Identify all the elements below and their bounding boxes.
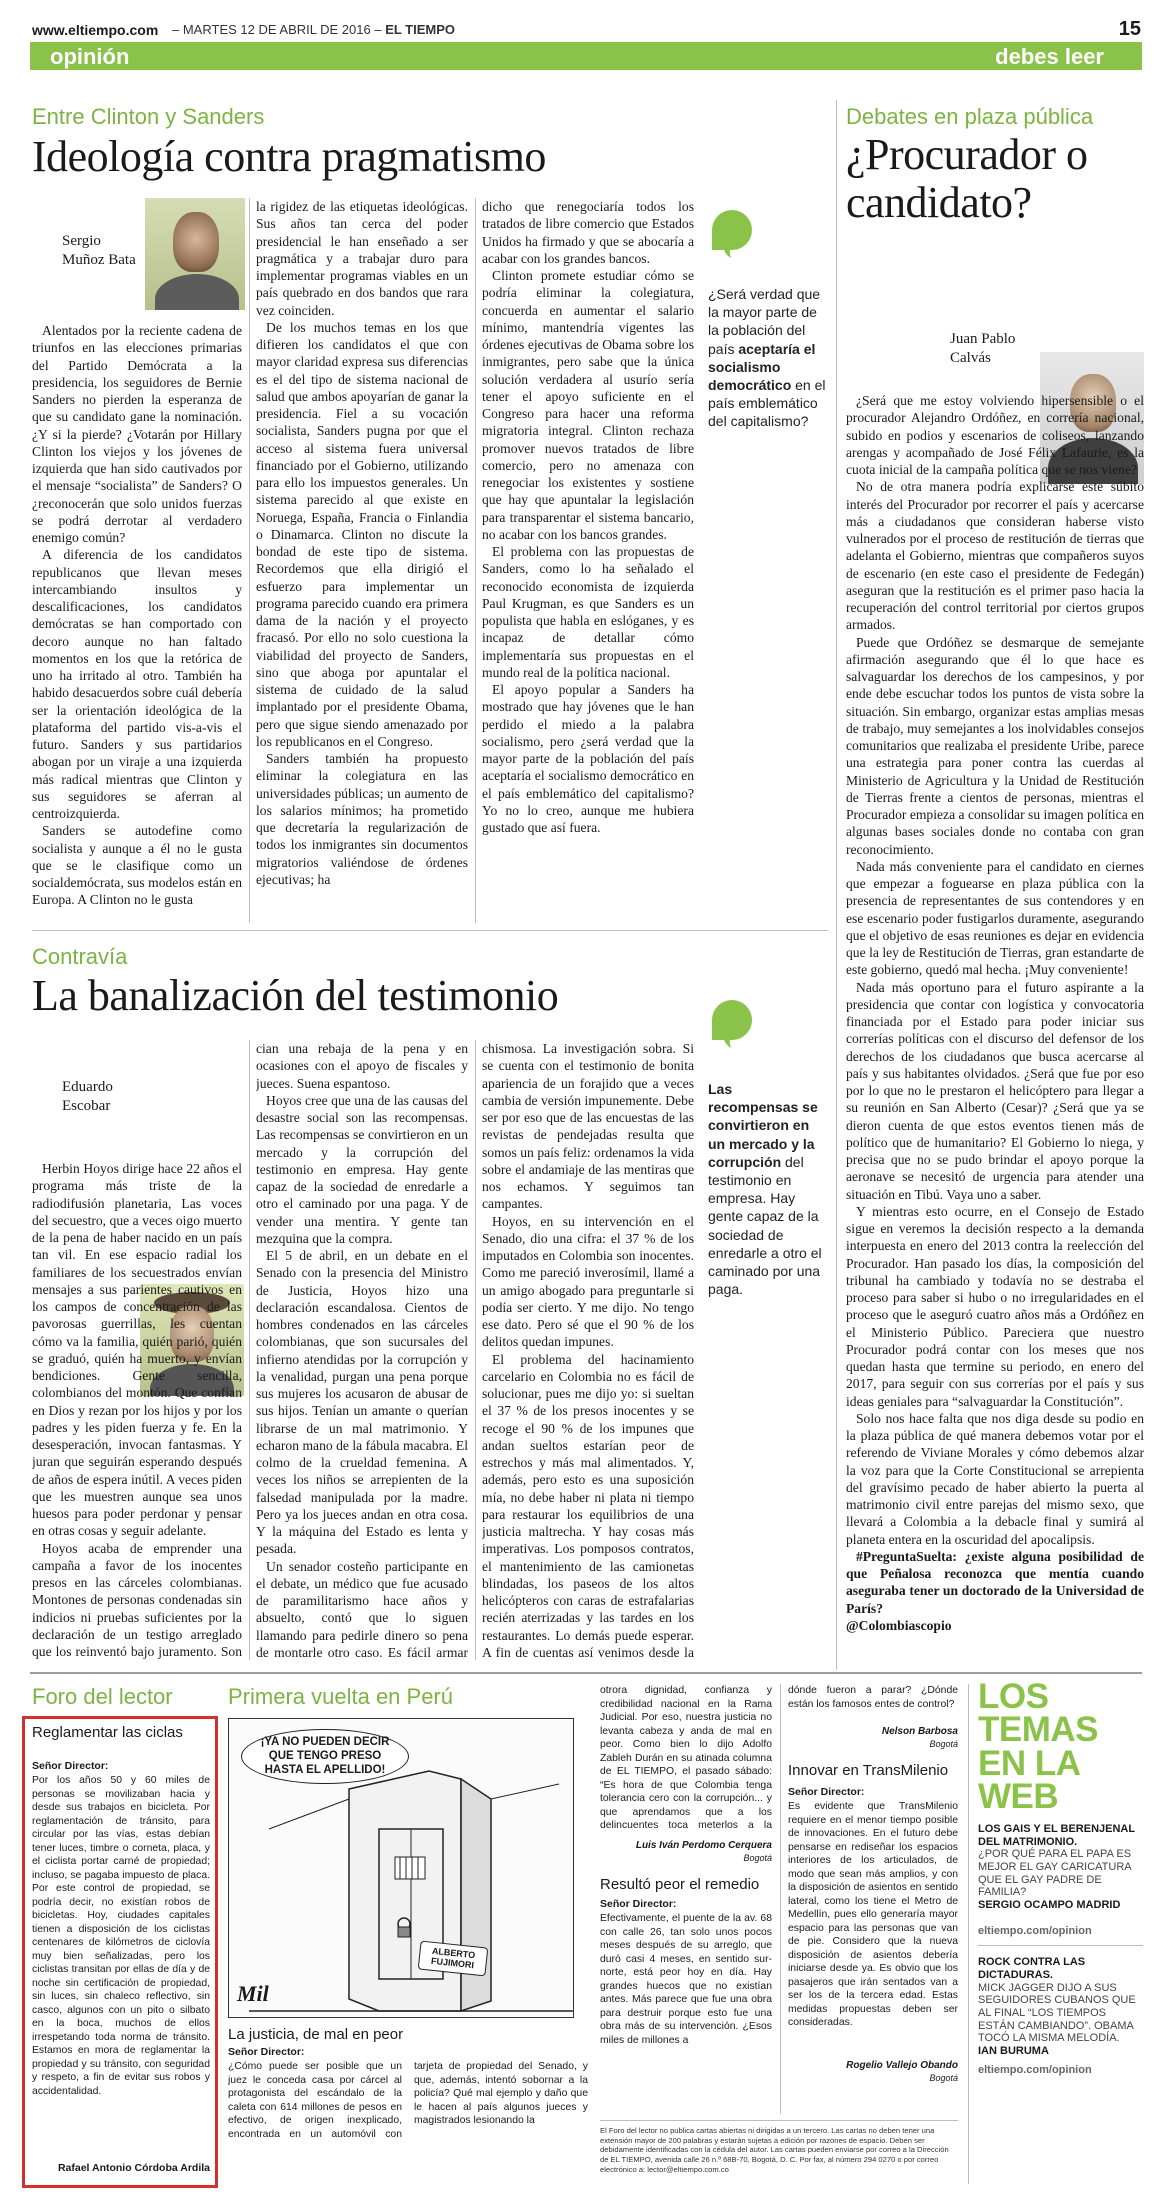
letter5-text (788, 1684, 958, 1720)
paragraph: Sanders también ha propuesto eliminar la colegiatura en las universidades públicas; un aumento de los salarios mínimos; ha prometido que decretaría la regularización de todos los inmigrantes sin documentos migratorios valiéndose de órdenes ejecutivas; ha (256, 751, 468, 887)
pullquote-bold: aceptaría el socialismo democrático (708, 340, 816, 393)
paragraph: Hoyos acaba de emprender una campaña a favor de los inocentes presos en las cárceles colombianas. Montones de personas condenadas sin indicios ni pruebas suficientes por la declaración de un testigo arreglado que los reinventó bajo juramento. Son (32, 1540, 242, 1659)
letter1-signature: Rafael Antonio Córdoba Ardila (57, 2162, 210, 2174)
article1-col1 (32, 322, 242, 927)
article3-pullquote (708, 1080, 826, 1298)
paragraph: Herbin Hoyos dirige hace 22 años el programa más triste de la radiodifusión planetaria, Las voces del secuestro, que a veces oigo muerto de la pena de haber nacido en un país tan vil. En ese espacio radial los familiares de los secuestrados envían mensajes a sus parientes cautivos en los campos de concentración de las pavorosas guerrillas, les cuentan cómo va la familia, quién parió, quién se graduó, quién ha muerto, y envían bendiciones. Gente sencilla, colombianos del montón. Que confían en Dios y rezan por los hijos y por los padres y les piden fuerza y fe. En la desesperación, invocan fantasmas. Y juran que seguirán esperando después de años de espera inútil. A veces piden que les muestren aunque sea unos huesos para poder perdonar y pensar en otras cosas y seguir adelante. (32, 1161, 242, 1539)
letter3-signature: Luis Iván Perdomo Cerquera (635, 1840, 772, 1851)
cartoon-signature: Mil (237, 1981, 269, 2006)
quote-mark-icon (712, 1000, 752, 1040)
cartoon-speech-bubble: ¡YA NO PUEDEN DECIR QUE TENGO PRESO HASTA EL APELLIDO! (241, 1729, 409, 1784)
paragraph: El apoyo popular a Sanders ha mostrado que hay jóvenes que le han perdido el miedo a la palabra socialismo, pero ¿será verdad que la mayor parte de la población del país aceptaría el socialismo democrático en el país emblemático del capitalismo? Yo no lo creo, aunque me hubiera gustado que así fuera. (482, 682, 694, 835)
letter3-text (600, 1684, 772, 1834)
paragraph: El 5 de abril, en un debate en el Senado con la presencia del Ministro de Justicia, Hoyos hizo una declaración escandalosa. Cientos de hombres condenados en las cárceles colombianas, que son sucursales del infierno atendidas por la corrupción y la venalidad, purgan una pena porque sus mujeres los acusaron de abusar de sus hijos. Tenían un amante o querían librarse de un mal matrimonio. Y echaron mano de la fábula macabra. El colmo de la crueldad femenina. A veces los niños se arrepienten de la falsedad manipulada por la madre. Pero ya los jueces andan en otra cosa. Y la máquina del Estado es lenta y pesada. (256, 1248, 468, 1557)
letter4-title: Resultó peor el remedio (600, 1876, 760, 1893)
paragraph: El problema del hacinamiento carcelario en Colombia no es fácil de solucionar, pues me dijo yo: si sueltan el 37 % de los presos inocentes y se recoge el 90 % de los impunes que andan sueltos estarían peor de estrechos y más mal alimentados. Y, además, pero esto es una suposición mía, no debe haber ni plata ni tiempo para restaurar los equilibrios de una justicia maltrecha. Y hay cosas más imperativas. Los pomposos contratos, el mantenimiento de las camionetas blindadas, los paseos de los altos helicópteros con caras de estrafalarias recién aterrizadas y las tardes en los restaurantes. Lo demás puede esperar. A fin de cuentas así venimos desde la (482, 1351, 694, 1660)
letter6-city: Bogotá (929, 2073, 958, 2083)
sidebar-title-line: TEMAS (978, 1710, 1098, 1750)
paragraph: dónde fueron a parar? ¿Dónde están los famosos entes de control? (788, 1685, 958, 1710)
letter5-signature: Nelson Barbosa (881, 1726, 958, 1737)
paragraph: Por los años 50 y 60 miles de personas se movilizaban hacia y desde sus trabajos en bicicleta. Por reglamentación de tránsito, para circular por las vías, estas debían tener luces, timbre o corneta, placa, y el ciclista portar carné de propiedad; incluso, se pagaba impuesto de placa. Por este control de propiedad, se podría decir, no existían robos de bicicletas. Hoy, ciudades capitales tienen a disposición de los ciclistas centenares de kilómetros de ciclovía muy bien señalizadas, pero los ciclistas transitan por ellas de día y de noche sin certificación de propiedad, sin luces, sin chaleco reflectivo, sin casco, algunos con un pito o silbato en la boca, muchos de ellos irrespetando toda norma de tránsito. Estamos en mora de reglamentar la propiedad y su tránsito, con seguridad y respeto, a fin de evitar sus robos y accidentalidad. (32, 1775, 210, 2097)
sidebar-item2-headline[interactable]: ROCK CONTRA LAS DICTADURAS. (978, 1956, 1086, 1982)
article1-kicker: Entre Clinton y Sanders (32, 104, 265, 129)
paragraph: #PreguntaSuelta: ¿existe alguna posibilidad de que Peñalosa reconozca que mentía cuando aseguraba tener un doctorado de la Universidad de París? (846, 1548, 1144, 1616)
letter2-text (228, 2060, 588, 2188)
article3-col2 (256, 1040, 468, 1662)
pullquote-bold: Las recompensas se convirtieron en un mercado y la corrupción (708, 1081, 818, 1170)
paragraph: Hoyos, en su intervención en el Senado, dio una cifra: el 37 % de los imputados en Colombia son inocentes. Como me pareció inverosímil, llamé a un amigo abogado para preguntarle si podía ser cierto. Y me dijo. No tengo ese dato. Pero sé que el 90 % de los delitos quedan impunes. (482, 1213, 694, 1350)
paragraph: Un senador costeño participante en el debate, un médico que fue acusado de paramilitarismo hace años y absuelto, contó que lo siguen llamando para pedirle dinero so pena de montarle otro caso. Es fácil armar (256, 1558, 468, 1660)
date-text: MARTES 12 DE ABRIL DE 2016 (182, 22, 371, 37)
page-number: 15 (1118, 18, 1141, 40)
letter3-city: Bogotá (743, 1853, 772, 1863)
paragraph: Nada más conveniente para el candidato en ciernes que empezar a foguearse en plaza pública con la presencia de representantes de sus contendores y en ese escenario poder fustigarlos duramente, asegurando que el objetivo de esas reuniones es dejar en evidencia que la ley de Restitución de Tierras, gran estandarte de este gobierno, quedó mal hecha. ¡Muy conveniente! (846, 858, 1144, 978)
paragraph: la rigidez de las etiquetas ideológicas. Sus años tan cerca del poder presidencial le han enseñado a ser pragmática y a trabajar duro para implementar programas viables en un país quebrado en dos bandos que rara vez coinciden. (256, 199, 468, 318)
paragraph: otrora dignidad, confianza y credibilidad nacional en la Rama Judicial. Por eso, nuestra justicia no levanta cabeza y anda de mal en peor. Como bien lo dijo Adolfo Zableh Durán en su atinada columna de EL TIEMPO, el pasado sábado: “Es hora de que Colombia tenga tolerancia cero con la corrupción... y que aprendamos que a los delincuentes toca meterlos a la (600, 1685, 772, 1832)
paragraph: Solo nos hace falta que nos diga desde su podio en la plaza pública de qué manera debemos votar por el referendo de Viviane Morales y cómo debemos alzar la voz para que la Corte Constitucional se arrepienta del gravísimo pecado de haber abierto la puerta al matrimonio civil entre parejas del mismo sexo, que llevará a Colombia a la debacle final y sumirá al planeta entera en la oscuridad del apocalipsis. (846, 1410, 1144, 1547)
paragraph: Clinton promete estudiar cómo se podría eliminar la colegiatura, concuerda en aumentar el salario mínimo, mantendría vigentes las órdenes ejecutivas de Obama sobre los inmigrantes, pero sabe que la única solución verdadera al usurío sería tener el apoyo suficiente en el Congreso para hacer una reforma migratoria integral. Clinton rechaza promover nuevos tratados de libre comercio, pero no amenaza con renegociar los existentes y sostiene que hay que apuntalar la legislación para transparentar el sistema bancario, no acabar con los bancos grandes. (482, 268, 694, 542)
article2-kicker: Debates en plaza pública (846, 104, 1094, 129)
paragraph: Alentados por la reciente cadena de triunfos en las elecciones primarias del Partido Demócrata a la presidencia, los seguidores de Bernie Sanders no pierden la esperanza de que su candidato gane la nominación. ¿Y si la pierde? ¿Votarán por Hillary Clinton los viejos y los jóvenes de izquierda que han sido cautivados por el mensaje “socialista” de Sanders? O ¿reconocerán que solo unidos fuerzas se podrá derrotar al verdadero enemigo común? (32, 323, 242, 545)
letter4-text (600, 1912, 772, 2122)
paragraph: ¿Será que me estoy volviendo hipersensible o el procurador Alejandro Ordóñez, en correría nacional, subido en podios y escenarios de coliseos, lanzando arengas y acompañado de José Félix Lafaurie, es la cuota inicial de la campaña política que se nos viene? (846, 393, 1144, 477)
paragraph: Es evidente que TransMilenio requiere en el menor tiempo posible de innovaciones. En el futuro debe pensarse en rediseñar los espacios interiores de los articulados, de modo que sean más amplios, y con la disposición de asientos en sentido lateral, como los tiene el Metro de Medellín, pues ello generaría mayor espacio para las personas que van de pie. Considero que la nueva disposición de asientos debería iniciarse desde ya. Es obvio que los pasajeros que irán sentados van a ser los de la tercera edad. Estas medidas propuestas deben ser consideradas. (788, 1801, 958, 2029)
letter4-greeting: Señor Director: (600, 1898, 677, 1910)
twitter-handle[interactable]: @Colombiascopio (846, 1617, 952, 1633)
letter6-signature: Rogelio Vallejo Obando (846, 2060, 958, 2071)
article1-col2 (256, 198, 468, 926)
letter6-title: Innovar en TransMilenio (788, 1762, 949, 1779)
letter2-greeting: Señor Director: (228, 2046, 305, 2058)
sidebar-title-line: WEB (978, 1776, 1059, 1816)
paragraph: chismosa. La investigación sobra. Si se cuenta con el testimonio de bonita apariencia de un forajido que a veces cambia de versión impunemente. Debe ser por eso que de las encuestas de las revistas de pendejadas resulta que somos un país feliz: ordenamos la vida sobre el andamiaje de las mentiras que nos echamos. Y seguimos tan campantes. (482, 1041, 694, 1212)
debes-leer-label: debes leer (995, 44, 1104, 69)
paper-name: EL TIEMPO (385, 22, 456, 37)
letter2-title: La justicia, de mal en peor (228, 2026, 404, 2043)
sidebar-item2-author: IAN BURUMA (978, 2044, 1049, 2057)
sidebar-title (978, 1677, 1143, 1816)
article1-pullquote (708, 285, 826, 431)
letter5-city: Bogotá (929, 1739, 958, 1749)
sidebar-item1-author: SERGIO OCAMPO MADRID (978, 1898, 1121, 1911)
quote-mark-icon (712, 210, 752, 250)
paragraph: Hoyos cree que una de las causas del desastre social son las recompensas. Las recompensas se convirtieron en un mercado y la corrupción del testimonio en empresa. Hay gente capaz de la sociedad de enredarle a otro el caminado por una paga. Y de vender una mentira. Y gente tan mezquina que la compra. (256, 1092, 468, 1246)
sidebar-title-line: LOS (978, 1677, 1049, 1716)
letter1-greeting: Señor Director: (32, 1760, 109, 1772)
paragraph: Nada más oportuno para el futuro aspirante a la presidencia que contar con logística y convocatoria financiada por el Estado para poder iniciar sus correrías políticas con el discurso del defensor de los derechos de los ciudadanos que busca acercarse al país y sus habitantes olvidados. ¿Será que fue por eso por lo que no le prestaron el helicóptero para llegar a su reunión en San Alberto (Cesar)? ¿Será que ya se dieron cuenta de que estos eventos tienen más de político que de humanitario? El Gobierno lo niega, y precisa que no se pudo brindar el apoyo porque la aeronave se necesitó de urgencia para atender una situación en Tibú. Vaya uno a saber. (846, 979, 1144, 1202)
pullquote-text: ¿Será verdad que la mayor parte de la población del país (708, 286, 821, 357)
section-bar (30, 42, 1142, 70)
foro-title: Foro del lector (32, 1684, 173, 1709)
paragraph: ¿Cómo puede ser posible que un juez le conceda casa por cárcel al protagonista del escándalo de la caleta con 614 millones de pesos en efectivo, de origen inexplicado, encontrada en un automóvil con tarjeta de propiedad del Senado, y que, además, intentó sobornar a la policía? Qué mal ejemplo y daño que le hacen al país algunos jueces y magistrados lesionando la (228, 2061, 588, 2140)
author-photo-munoz (145, 198, 245, 310)
site-url[interactable]: www.eltiempo.com (32, 22, 159, 38)
sidebar-item2-quote: MICK JAGGER DIJO A SUS SEGUIDORES CUBANOS QUE AL FINAL “LOS TIEMPOS ESTÁN CAMBIANDO”. OBAMA TOCÓ LA MISMA MELODÍA. (978, 1981, 1136, 2045)
web-topics-sidebar (978, 1677, 1143, 2076)
letter6-text (788, 1800, 958, 2050)
letters-footnote: El Foro del lector no publica cartas abiertas ni dirigidas a un tercero. Las cartas no deben tener una extensión mayor de 200 palabras y estarán sujetas a edición por razones de espacio. Deben ser debidamente identificadas con la cédula del autor. Las cartas pueden enviarse por correo a la Dirección de EL TIEMPO, avenida calle 26 n.º 68B-70, Bogotá, D. C. Por fax, al número 294 0270 o por correo electrónico a: lector@eltiempo.com.co (600, 2126, 949, 2174)
pullquote-text: en el país emblemático del capitalismo? (708, 376, 826, 430)
paragraph: Sanders se autodefine como socialista y aunque a él no le gusta que se le clasifique como un socialdemócrata, sus modelos están en Europa. A Clinton no le gusta (32, 823, 242, 908)
article3-col3 (482, 1040, 694, 1662)
sidebar-item1-quote: ¿POR QUÉ PARA EL PAPA ES MEJOR EL GAY CARICATURA QUE EL GAY PADRE DE FAMILIA? (978, 1848, 1132, 1899)
paragraph: Puede que Ordóñez se desmarque de semejante afirmación asegurando que él lo que hace es salvaguardar los derechos de los campesinos, y por ende debe escuchar todos los puntos de vista sobre la situación. Sin embargo, organizar estas amplias mesas de trabajo, muy semejantes a los inolvidables consejos comunitarios que realizaba el presidente Uribe, parece una estrategia para poner contra las cuerdas al Ministerio de Agricultura y la Unidad de Restitución de Tierras frente a cientos de personas, mientras el Procurador empieza a consolidar su imagen política en algunas bases sociales donde no contaba con gran reconocimiento. (846, 634, 1144, 857)
sidebar-item1-headline[interactable]: LOS GAIS Y EL BERENJENAL DEL MATRIMONIO. (978, 1823, 1135, 1848)
paragraph: Efectivamente, el puente de la av. 68 con calle 26, tan solo unos pocos meses después de su arreglo, que duró casi 4 meses, en sentido sur-norte, está peor hoy en día. Hay grandes huecos que no existían antes. Más parece que fue una obra para destruir porque esto fue una obra más de su intervención. ¿Esos miles de millones a (600, 1913, 772, 2046)
cartoon (228, 1718, 574, 2018)
paragraph: dicho que renegociaría todos los tratados de libre comercio que Estados Unidos ha firmado y que se abocaría a acabar con los grandes bancos. (482, 199, 694, 266)
sidebar-link1[interactable]: eltiempo.com/opinion (978, 1925, 1092, 1938)
issue-date: – MARTES 12 DE ABRIL DE 2016 – EL TIEMPO (172, 22, 456, 37)
paragraph: A diferencia de los candidatos republicanos que llevan meses intercambiando insultos y descalificaciones, los candidatos demócratas se han comportado con decoro aunque no han faltado momentos en los que la retórica de uno ha irritado al otro. También ha habido desacuerdos sobre cuál debería ser la orientación ideológica de la plataforma del partido vis-a-vis el futuro. Sanders y sus partidarios abogan por un viraje a una izquierda más radical mientras que Clinton y sus seguidores se aferran al centroizquierda. (32, 547, 242, 821)
cartoon-nameplate: ALBERTO FUJIMORI (418, 1941, 489, 1977)
sidebar-link2[interactable]: eltiempo.com/opinion (978, 2063, 1092, 2076)
article3-kicker: Contravía (32, 944, 128, 969)
article2-title: ¿Procurador o candidato? (846, 130, 1088, 227)
article1-col3 (482, 198, 694, 926)
letter1-title: Reglamentar las ciclas (32, 1724, 183, 1741)
section-label: opinión (50, 44, 130, 69)
article1-title: Ideología contra pragmatismo (32, 132, 546, 181)
article3-title: La banalización del testimonio (32, 971, 559, 1020)
paragraph: Y mientras esto ocurre, en el Consejo de Estado sigue en veremos la decisión respecto a la demanda interpuesta en enero del 2013 contra la reelección del Procurador. Han pasado los días, la composición del tribunal ha cambiado y todavía no se destraba el proceso para saber si hubo o no irregularidades en el proceso que le aseguró cuatro años más a Ordóñez en el Ministerio Público. Pareciera que nuestro Procurador podrá contar con los meses que nos quedan hasta que termine su periodo, en enero del 2017, para seguir con sus correrías por el país y sus ideas geniales para “salvaguardar la Constitución”. (846, 1203, 1144, 1409)
cartoon-title: Primera vuelta en Perú (228, 1684, 453, 1709)
pullquote-text: del testimonio en empresa. Hay gente capaz de la sociedad de enredarle a otro el caminado por una paga. (708, 1153, 822, 1298)
letter6-greeting: Señor Director: (788, 1786, 865, 1798)
article2-author: Juan Pablo Calvás (950, 331, 1016, 366)
paragraph: cian una rebaja de la pena y en ocasiones con el apoyo de fiscales y jueces. Suena espantoso. (256, 1041, 468, 1091)
cartoon-drawing (229, 1719, 574, 2018)
paragraph: El problema con las propuestas de Sanders, como lo ha señalado el reconocido economista de izquierda Paul Krugman, es que Sanders es un populista que habla en eslóganes, y es incapaz de detallar cómo implementaría sus propuestas en el mundo real de la política nacional. (482, 544, 694, 680)
article1-author: Sergio Muñoz Bata (62, 233, 136, 268)
paragraph: De los muchos temas en los que difieren los candidatos el que con mayor claridad expresa sus diferencias es el del tipo de sistema nacional de salud que ambos apoyarían de ganar la presidencia. Fiel a su vocación socialista, Sanders pugna por que el acceso al sistema fuera universal financiado por el Gobierno, utilizando para ello los impuestos generales. Un sistema parecido al que existe en Noruega, España, Francia o Finlandia o Dinamarca. Clinton no discute la bondad de este tipo de sistema. Recordemos que ella dirigió el esfuerzo para implementar un programa parecido cuando era primera dama de la nación y el proyecto fracasó. Por ello no solo cuestiona la viabilidad del proyecto de Sanders, sino que aboga por apuntalar el sistema de cuidado de la salud implantado por el presidente Obama, pero que sigue siendo amenazado por los republicanos en el Congreso. (256, 319, 468, 749)
sidebar-title-line: EN LA (978, 1743, 1081, 1783)
paragraph: No de otra manera podría explicarse este súbito interés del Procurador por recorrer el país y acercarse más a ciudadanos que consideran haberse visto vulnerados por el proceso de restitución de tierras que adelanta el Gobierno, mientras que compañeros suyos de escenario (en este caso el presidente de Fedegán) aseguran que la restitución es el primer paso hacia la recuperación del control territorial por ciertos grupos armados. (846, 479, 1144, 633)
article3-author: Eduardo Escobar (62, 1079, 113, 1114)
article3-col1 (32, 1160, 242, 1660)
article2-body (846, 392, 1144, 1652)
letter1-text (32, 1774, 210, 2154)
